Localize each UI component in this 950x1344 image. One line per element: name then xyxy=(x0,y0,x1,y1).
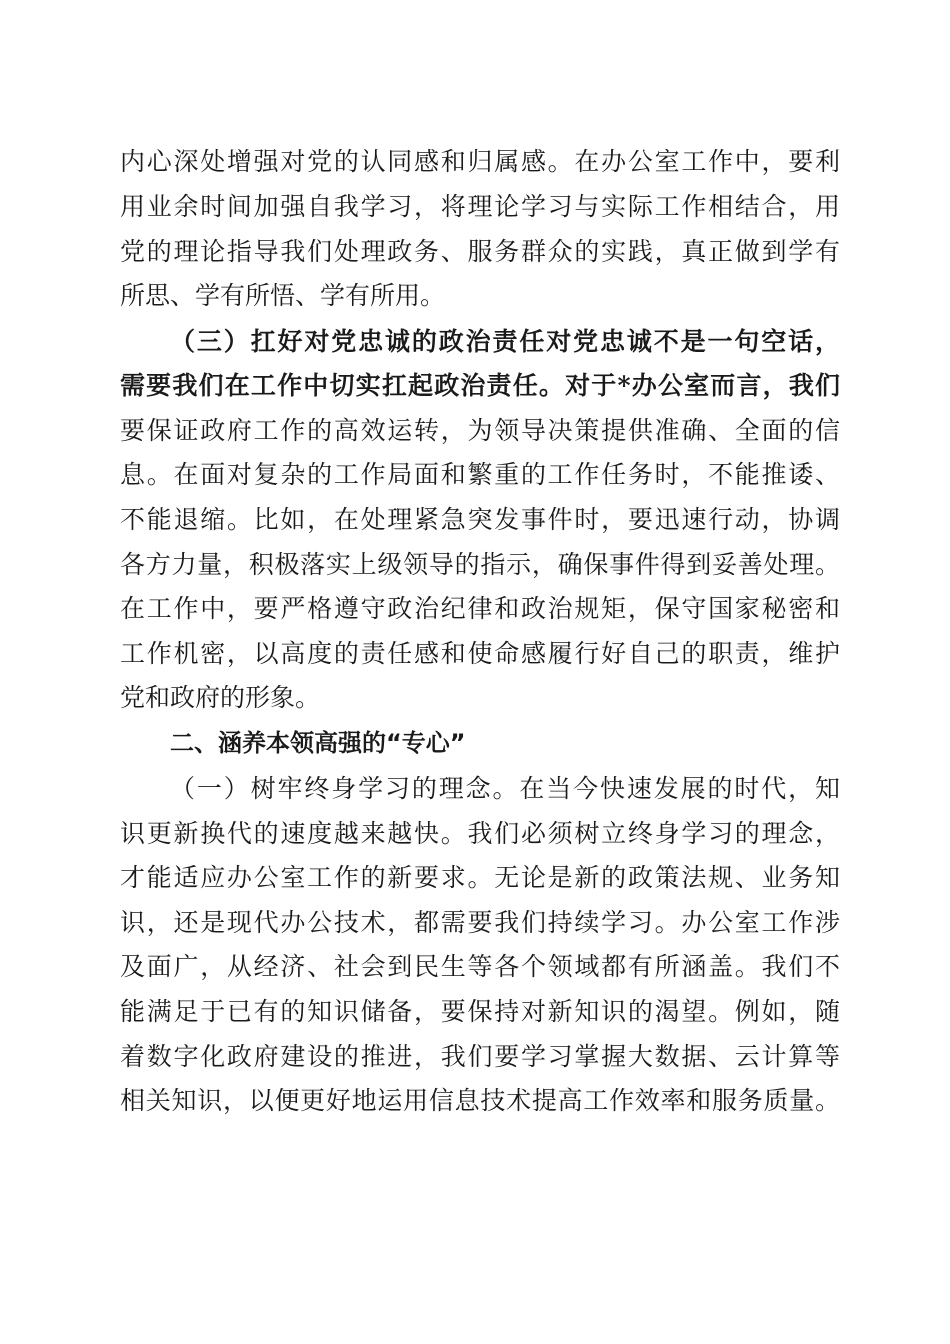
paragraph-3-line-8: 相关知识，以便更好地运用信息技术提高工作效率和服务质量。 xyxy=(120,1086,840,1115)
paragraph-3-line-7: 着数字化政府建设的推进，我们要学习掌握大数据、云计算等 xyxy=(120,1042,840,1071)
paragraph-3-line-5: 及面广，从经济、社会到民生等各个领域都有所涵盖。我们不 xyxy=(120,952,840,981)
paragraph-3-line-1: （一）树牢终身学习的理念。在当今快速发展的时代，知 xyxy=(170,774,840,803)
paragraph-2-line-3: 要保证政府工作的高效运转，为领导决策提供准确、全面的信 xyxy=(120,416,840,445)
paragraph-2-line-1: （三）扛好对党忠诚的政治责任对党忠诚不是一句空话， xyxy=(170,327,840,356)
paragraph-3-line-2: 识更新换代的速度越来越快。我们必须树立终身学习的理念， xyxy=(120,819,840,848)
paragraph-1-line-2: 用业余时间加强自我学习，将理论学习与实际工作相结合，用 xyxy=(120,192,840,221)
paragraph-3-line-6: 能满足于已有的知识储备，要保持对新知识的渴望。例如，随 xyxy=(120,997,840,1026)
paragraph-2-line-6: 各方力量，积极落实上级领导的指示，确保事件得到妥善处理。 xyxy=(120,550,840,579)
paragraph-2-line-9: 党和政府的形象。 xyxy=(120,683,321,712)
paragraph-2-line-4: 息。在面对复杂的工作局面和繁重的工作任务时，不能推诿、 xyxy=(120,460,840,489)
paragraph-1-line-3: 党的理论指导我们处理政务、服务群众的实践，真正做到学有 xyxy=(120,237,840,266)
paragraph-2-line-7: 在工作中，要严格遵守政治纪律和政治规矩，保守国家秘密和 xyxy=(120,594,840,623)
paragraph-3-line-3: 才能适应办公室工作的新要求。无论是新的政策法规、业务知 xyxy=(120,863,840,892)
paragraph-1-line-1: 内心深处增强对党的认同感和归属感。在办公室工作中，要利 xyxy=(120,147,840,176)
paragraph-2-line-2: 需要我们在工作中切实扛起政治责任。对于*办公室而言，我们 xyxy=(120,371,840,400)
section-heading: 二、涵养本领高强的“专心” xyxy=(170,729,466,757)
paragraph-2-line-8: 工作机密，以高度的责任感和使命感履行好自己的职责，维护 xyxy=(120,639,840,668)
paragraph-3-line-4: 识，还是现代办公技术，都需要我们持续学习。办公室工作涉 xyxy=(120,908,840,937)
paragraph-2-line-5: 不能退缩。比如，在处理紧急突发事件时，要迅速行动，协调 xyxy=(120,505,840,534)
paragraph-1-line-4: 所思、学有所悟、学有所用。 xyxy=(120,281,446,310)
